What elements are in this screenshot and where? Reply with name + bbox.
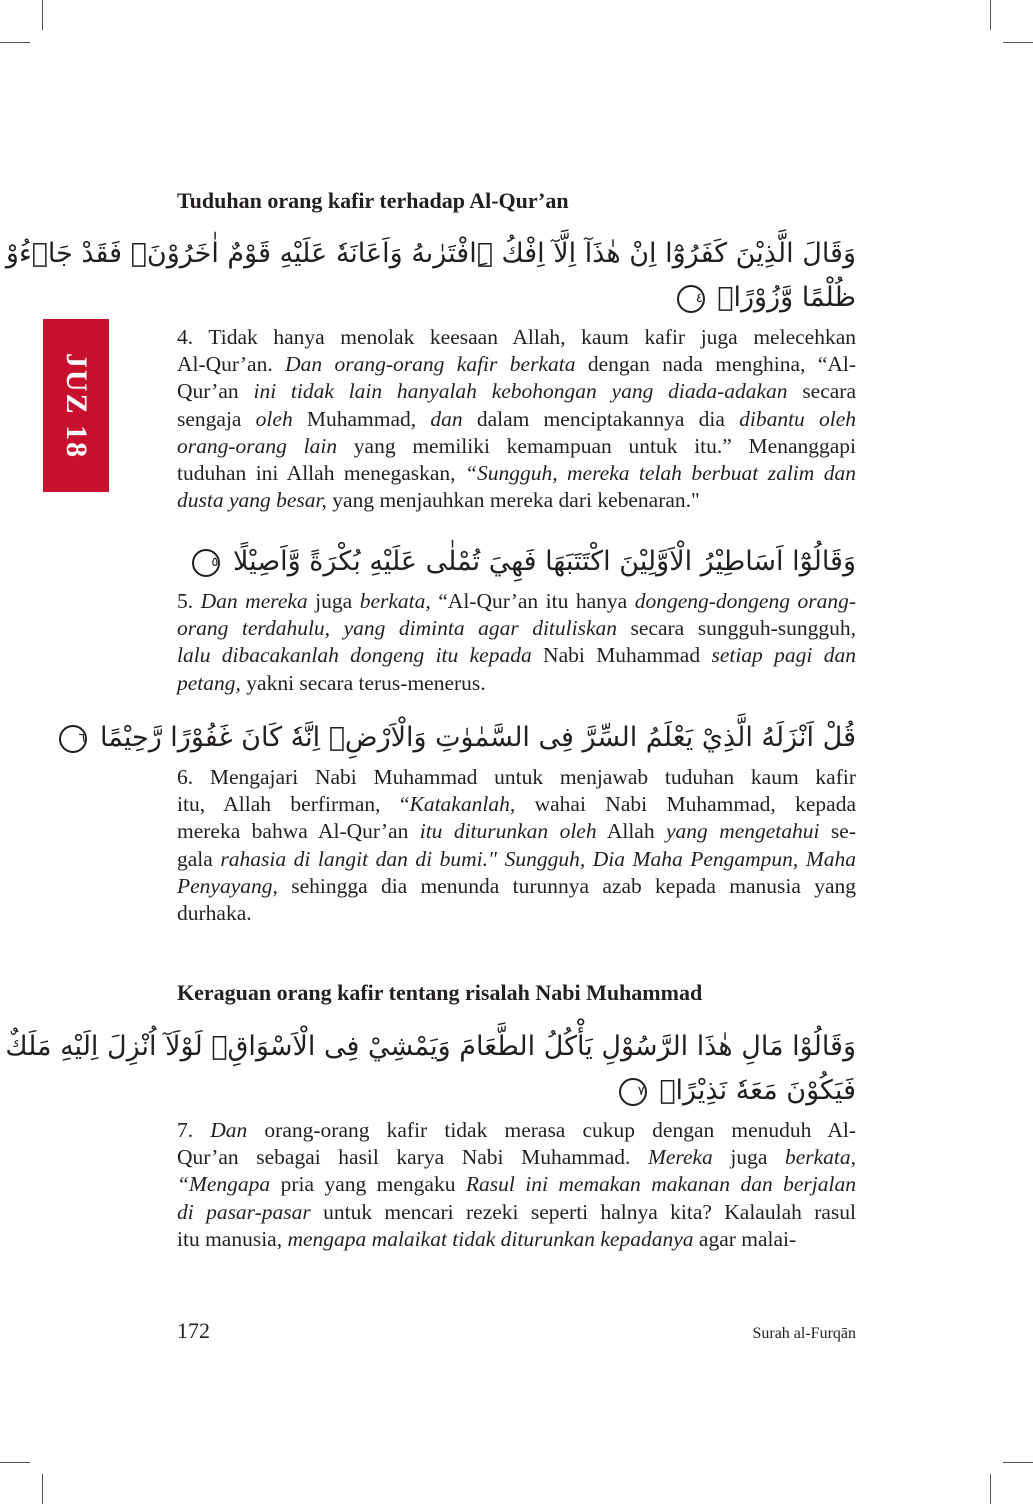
italic-run: Dan [210, 1118, 248, 1142]
text-run: Qur’an [177, 379, 254, 404]
crop-mark [42, 0, 43, 30]
crop-mark [0, 1462, 30, 1463]
text-line [177, 433, 856, 460]
text-line [177, 460, 856, 487]
text-line [177, 791, 856, 818]
italic-run: itu diturunkan oleh [419, 819, 597, 844]
text-run: mereka bahwa Al-Qur’an [177, 819, 420, 844]
text-run: Muhammad, [292, 406, 431, 431]
italic-run: Dan mereka [200, 589, 308, 613]
text-run: 5. [177, 589, 201, 613]
text-run: “Al-Qur’an itu hanya [430, 589, 635, 613]
page-number: 172 [177, 1318, 210, 1343]
text-line [177, 764, 856, 791]
italic-run: mengapa malaikat tidak diturunkan kepadanya [287, 1226, 694, 1251]
arabic-verse-line [5, 1025, 856, 1069]
italic-run: “Sungguh, mereka telah berbuat zalim dan [464, 461, 856, 486]
verse-number-ornament: ٤ [677, 285, 705, 313]
translation-paragraph [177, 764, 856, 927]
italic-run: setiap pagi dan [711, 643, 856, 668]
italic-run: orang-orang lain [177, 433, 338, 458]
text-line [177, 818, 856, 845]
text-run: yakni secara terus-menerus. [240, 670, 486, 695]
italic-run: Rasul ini memakan makanan dan berjalan [465, 1172, 856, 1197]
text-run: durhaka. [177, 901, 252, 926]
verse-6 [78, 716, 857, 927]
arabic-verse-line [177, 540, 856, 584]
section-heading: Keraguan orang kafir tentang risalah Nabi Muhammad [177, 980, 703, 1005]
text-run: untuk mencari rezeki seperti halnya kita? Kalaulah rasul [310, 1199, 857, 1224]
arabic-verse-line [78, 716, 856, 760]
text-line [177, 615, 856, 642]
text-run: 7. [177, 1118, 211, 1142]
text-run: gala [177, 846, 221, 871]
text-run: yang menjauhkan mereka dari kebenaran." [326, 488, 700, 513]
juz-tab [43, 319, 109, 492]
italic-run: Penyayang, [177, 873, 278, 898]
arabic-text: فَيَكُوْنَ مَعَهٗ نَذِيْرًاۙ [659, 1075, 856, 1106]
text-line [177, 324, 856, 351]
translation-paragraph [177, 588, 856, 697]
text-run: agar malai- [693, 1226, 797, 1251]
crop-mark [990, 0, 991, 30]
juz-label: JUZ 18 [60, 352, 93, 459]
text-line [177, 1171, 856, 1198]
arabic-verse-line [177, 276, 856, 320]
italic-run: berkata, [784, 1145, 856, 1170]
italic-run: dongeng-dongeng orang- [634, 589, 856, 613]
text-run: Qur’an sebagai hasil karya Nabi Muhammad. [177, 1145, 648, 1170]
text-line [177, 378, 856, 405]
crop-mark [990, 1474, 991, 1504]
italic-run: di pasar-pasar [177, 1199, 311, 1224]
text-run: itu manusia, [177, 1226, 288, 1251]
text-line [177, 588, 856, 615]
verse-number-ornament: ٦ [59, 725, 87, 753]
text-run: Al-Qur’an. [177, 352, 286, 377]
text-run: dengan nada menghina, “Al- [575, 352, 856, 377]
italic-run: dusta yang besar, [177, 488, 327, 513]
arabic-text: وَقَالَ الَّذِيْنَ كَفَرُوْٓا اِنْ هٰذَآ اِلَّآ اِفْكُ ِۨافْتَرٰىهُ وَاَعَانَهٗ عَلَيْهِ قَوْمٌ اٰخَرُوْنَۛ فَقَدْ جَاۤءُوْ [5, 238, 856, 269]
text-run: Nabi Muhammad [531, 643, 712, 668]
verse-7 [5, 1025, 857, 1253]
text-line [177, 642, 856, 669]
text-run: secara [787, 379, 857, 404]
text-line [177, 351, 856, 378]
text-run: dalam menciptakannya dia [462, 406, 740, 431]
text-line [177, 846, 856, 873]
text-run: itu, Allah berfirman, “ [177, 792, 410, 817]
text-run: pria yang mengaku [270, 1172, 466, 1197]
italic-run: orang terdahulu, yang diminta agar dituliskan [177, 616, 618, 641]
crop-mark [42, 1474, 43, 1504]
text-run: wahai Nabi Muhammad, kepada [515, 792, 857, 817]
verse-number-ornament: ٧ [619, 1078, 647, 1106]
italic-run: dan [430, 406, 463, 431]
text-run: sengaja [177, 406, 256, 431]
text-run: sehingga dia menunda turunnya azab kepada manusia yang [277, 873, 856, 898]
italic-run: Dan orang-orang kafir berkata [285, 352, 576, 377]
crop-mark [1003, 42, 1033, 43]
crop-mark [1003, 1462, 1033, 1463]
italic-run: lalu dibacakanlah dongeng itu kepada [177, 643, 532, 668]
text-run: yang memiliki kemampuan untuk itu.” Menanggapi [337, 433, 857, 458]
text-run: 4. Tidak hanya menolak keesaan Allah, kaum kafir juga melecehkan [177, 325, 856, 349]
text-run: 6. Mengajari Nabi Muhammad untuk menjawab tuduhan kaum kafir [177, 765, 856, 789]
text-line [177, 1144, 856, 1171]
italic-run: petang, [177, 670, 241, 695]
translation-paragraph [177, 1117, 856, 1253]
text-line [177, 900, 856, 927]
arabic-verse-line [5, 232, 856, 276]
text-line [177, 670, 856, 697]
text-run: Allah [596, 819, 666, 844]
arabic-text: وَقَالُوْا مَالِ هٰذَا الرَّسُوْلِ يَأْكُلُ الطَّعَامَ وَيَمْشِيْ فِى الْاَسْوَاقِۗ لَوْلَآ اُنْزِلَ اِلَيْهِ مَلَكٌ [5, 1031, 856, 1062]
verse-5 [177, 540, 856, 697]
verse-number-ornament: ٥ [192, 549, 220, 577]
text-run: juga [307, 589, 360, 613]
running-footer-surah: Surah al-Furqān [752, 1325, 856, 1342]
italic-run: “Mengapa [177, 1172, 271, 1197]
text-run: tuduhan ini Allah menegaskan, [177, 461, 465, 486]
text-line [177, 1226, 856, 1253]
arabic-text: قُلْ اَنْزَلَهُ الَّذِيْ يَعْلَمُ السِّرَّ فِى السَّمٰوٰتِ وَالْاَرْضِۗ اِنَّهٗ كَانَ غَفُوْرًا رَّحِيْمًا [100, 722, 856, 753]
italic-run: Mereka [647, 1145, 713, 1170]
italic-run: yang mengetahui [666, 819, 820, 844]
arabic-text: ظُلْمًا وَّزُوْرًاۛ [717, 282, 856, 313]
italic-run: Katakanlah, [409, 792, 516, 817]
text-line [177, 406, 856, 433]
arabic-verse-line [177, 1069, 856, 1113]
text-line [177, 1199, 856, 1226]
italic-run: oleh [255, 406, 293, 431]
text-run: se- [819, 819, 856, 844]
italic-run: dibantu oleh [739, 406, 857, 431]
text-run: secara sungguh-sungguh, [617, 616, 856, 641]
text-run: juga [712, 1145, 785, 1170]
text-line [177, 873, 856, 900]
crop-mark [0, 42, 30, 43]
text-run: orang-orang kafir tidak merasa cukup dengan menuduh Al- [247, 1118, 857, 1142]
section-heading: Tuduhan orang kafir terhadap Al-Qur’an [177, 188, 569, 213]
text-line [177, 487, 856, 514]
text-line [177, 1117, 856, 1144]
italic-run: berkata, [359, 589, 431, 613]
translation-paragraph [177, 324, 856, 514]
italic-run: rahasia di langit dan di bumi." Sungguh, Dia Maha Pengampun, Maha [220, 846, 857, 871]
italic-run: ini tidak lain hanyalah kebohongan yang diada-adakan [253, 379, 788, 404]
arabic-text: وَقَالُوْٓا اَسَاطِيْرُ الْاَوَّلِيْنَ اكْتَتَبَهَا فَهِيَ تُمْلٰى عَلَيْهِ بُكْرَةً وَّاَصِيْلًا [232, 546, 856, 577]
